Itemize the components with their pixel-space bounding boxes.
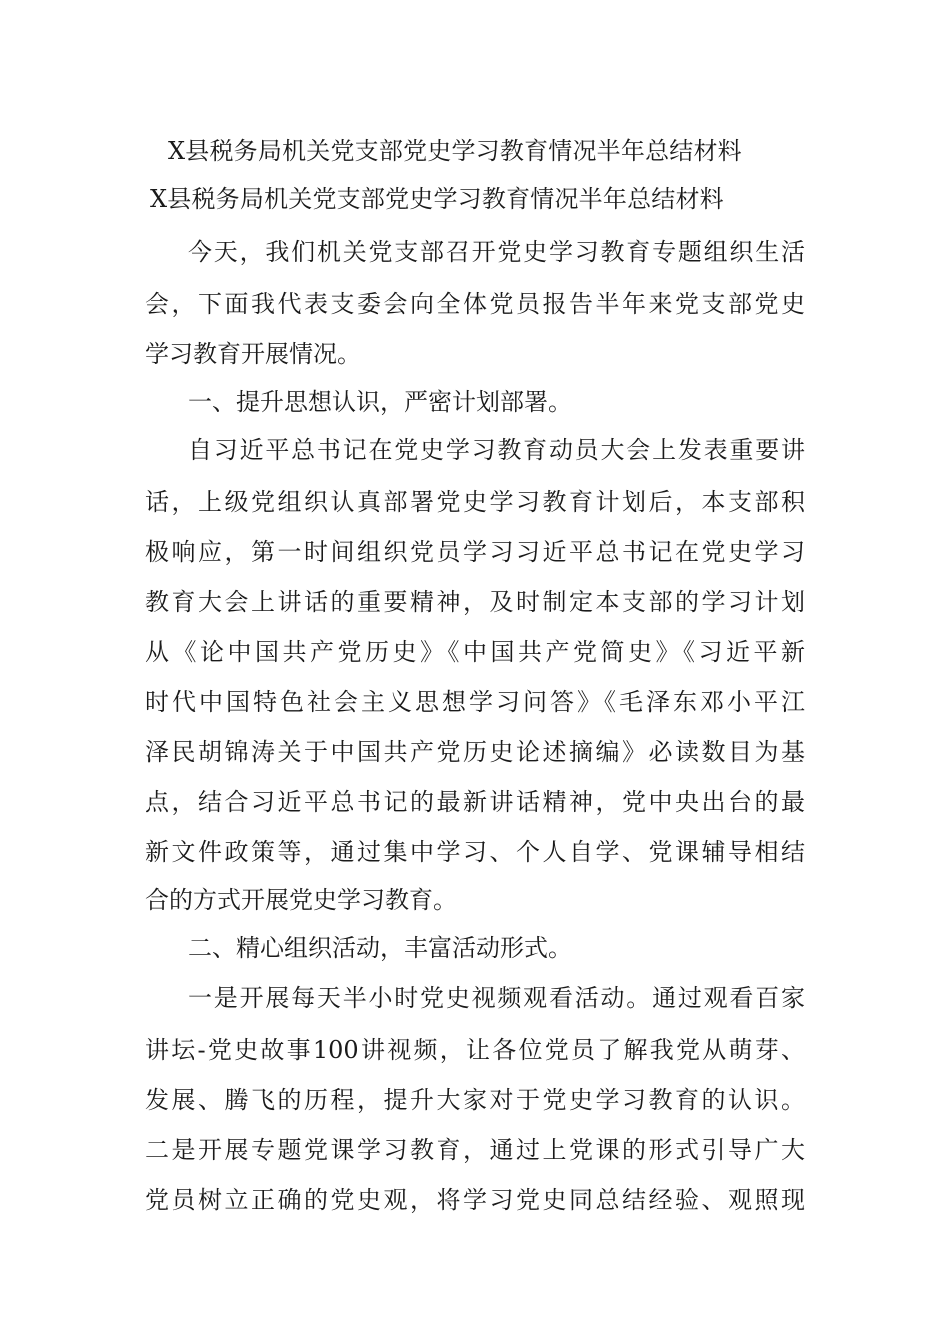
- body-line: 发展、腾飞的历程，提升大家对于党史学习教育的认识。: [145, 1086, 805, 1114]
- body-line: 教育大会上讲话的重要精神，及时制定本支部的学习计划: [145, 588, 805, 616]
- section-heading: 一、提升思想认识，严密计划部署。: [188, 388, 572, 416]
- body-line: 讲坛-党史故事100讲视频，让各位党员了解我党从萌芽、: [145, 1036, 805, 1064]
- body-line: 时代中国特色社会主义思想学习问答》《毛泽东邓小平江: [145, 688, 805, 716]
- body-line: 合的方式开展党史学习教育。: [145, 886, 457, 914]
- body-line: 极响应，第一时间组织党员学习习近平总书记在党史学习: [145, 538, 805, 566]
- document-title: X县税务局机关党支部党史学习教育情况半年总结材料: [168, 137, 742, 165]
- body-line: 从《论中国共产党历史》《中国共产党简史》《习近平新: [145, 638, 805, 666]
- body-line: 话，上级党组织认真部署党史学习教育计划后，本支部积: [145, 488, 805, 516]
- section-heading: 二、精心组织活动，丰富活动形式。: [188, 934, 572, 962]
- body-line: 一是开展每天半小时党史视频观看活动。通过观看百家: [188, 984, 805, 1012]
- body-line: 二是开展专题党课学习教育，通过上党课的形式引导广大: [145, 1136, 805, 1164]
- body-line: 点，结合习近平总书记的最新讲话精神，党中央出台的最: [145, 788, 805, 816]
- document-subtitle: X县税务局机关党支部党史学习教育情况半年总结材料: [150, 185, 724, 213]
- body-line: 会，下面我代表支委会向全体党员报告半年来党支部党史: [145, 290, 805, 318]
- body-line: 今天，我们机关党支部召开党史学习教育专题组织生活: [188, 238, 805, 266]
- body-line: 自习近平总书记在党史学习教育动员大会上发表重要讲: [188, 436, 805, 464]
- body-line: 新文件政策等，通过集中学习、个人自学、党课辅导相结: [145, 838, 805, 866]
- body-line: 学习教育开展情况。: [145, 340, 361, 368]
- body-line: 党员树立正确的党史观，将学习党史同总结经验、观照现: [145, 1186, 805, 1214]
- body-line: 泽民胡锦涛关于中国共产党历史论述摘编》必读数目为基: [145, 738, 805, 766]
